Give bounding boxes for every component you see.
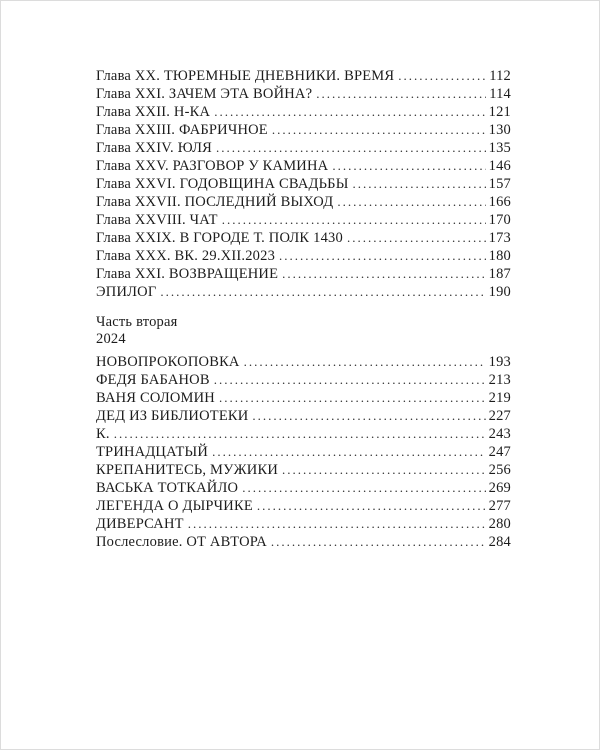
toc-entry-title: ВАНЯ СОЛОМИН bbox=[96, 390, 215, 406]
toc-entry bbox=[96, 497, 511, 515]
toc-entry bbox=[96, 193, 511, 211]
toc-entry-title: ДЕД ИЗ БИБЛИОТЕКИ bbox=[96, 408, 249, 424]
toc-entry bbox=[96, 85, 511, 103]
toc-entry-page: 213 bbox=[488, 372, 511, 388]
toc-entry-page: 190 bbox=[488, 284, 511, 300]
toc-entry bbox=[96, 103, 511, 121]
dot-leader bbox=[337, 193, 485, 211]
dot-leader bbox=[347, 229, 486, 247]
toc-entry-title: КРЕПАНИТЕСЬ, МУЖИКИ bbox=[96, 462, 279, 478]
dot-leader bbox=[272, 121, 486, 139]
toc-entry bbox=[96, 515, 511, 533]
dot-leader bbox=[114, 425, 486, 443]
toc-entry-page: 247 bbox=[488, 444, 511, 460]
toc-entry bbox=[96, 247, 511, 265]
toc-entry-page: 170 bbox=[488, 212, 511, 228]
toc-entry-page: 193 bbox=[488, 354, 511, 370]
dot-leader bbox=[316, 85, 486, 103]
toc-entry-page: 227 bbox=[488, 408, 511, 424]
toc-entry-title: К. bbox=[96, 426, 110, 442]
toc-section-part1 bbox=[96, 67, 511, 301]
toc-entry-title: Глава XXII. Н-КА bbox=[96, 104, 211, 120]
toc-entry-page: 173 bbox=[488, 230, 511, 246]
toc-entry bbox=[96, 425, 511, 443]
toc-entry-title: ЭПИЛОГ bbox=[96, 284, 157, 300]
dot-leader bbox=[219, 389, 486, 407]
toc-entry-page: 277 bbox=[488, 498, 511, 514]
dot-leader bbox=[257, 497, 486, 515]
toc-entry bbox=[96, 121, 511, 139]
dot-leader bbox=[279, 247, 486, 265]
toc-entry-title: Глава XXIII. ФАБРИЧНОЕ bbox=[96, 122, 268, 138]
dot-leader bbox=[212, 443, 486, 461]
dot-leader bbox=[214, 371, 486, 389]
dot-leader bbox=[332, 157, 485, 175]
toc-entry-title: Глава XX. ТЮРЕМНЫЕ ДНЕВНИКИ. ВРЕМЯ bbox=[96, 68, 395, 84]
dot-leader bbox=[216, 139, 486, 157]
toc-entry bbox=[96, 211, 511, 229]
dot-leader bbox=[398, 67, 486, 85]
toc-entry-page: 114 bbox=[489, 86, 511, 102]
toc-entry bbox=[96, 389, 511, 407]
dot-leader bbox=[244, 353, 486, 371]
toc-entry-title: Послесловие. ОТ АВТОРА bbox=[96, 534, 267, 550]
toc-entry-page: 256 bbox=[488, 462, 511, 478]
dot-leader bbox=[353, 175, 486, 193]
toc-entry-page: 166 bbox=[488, 194, 511, 210]
toc-entry-title: Глава XXX. ВК. 29.XII.2023 bbox=[96, 248, 276, 264]
dot-leader bbox=[282, 461, 486, 479]
toc-entry bbox=[96, 283, 511, 301]
toc-entry-title: ВАСЬКА ТОТКАЙЛО bbox=[96, 480, 239, 496]
toc-entry-page: 135 bbox=[488, 140, 511, 156]
toc-entry bbox=[96, 229, 511, 247]
toc-entry bbox=[96, 407, 511, 425]
toc-entry-page: 219 bbox=[488, 390, 511, 406]
dot-leader bbox=[160, 283, 485, 301]
toc-entry bbox=[96, 175, 511, 193]
part-heading bbox=[96, 314, 511, 348]
toc-entry-page: 243 bbox=[488, 426, 511, 442]
toc-entry-page: 146 bbox=[488, 158, 511, 174]
toc-entry-page: 280 bbox=[488, 516, 511, 532]
toc-entry-title: Глава XXVI. ГОДОВЩИНА СВАДЬБЫ bbox=[96, 176, 349, 192]
dot-leader bbox=[214, 103, 485, 121]
toc-entry bbox=[96, 67, 511, 85]
toc-entry-title: ТРИНАДЦАТЫЙ bbox=[96, 444, 209, 460]
toc-entry bbox=[96, 265, 511, 283]
toc-entry-title: Глава XXVII. ПОСЛЕДНИЙ ВЫХОД bbox=[96, 194, 334, 210]
toc-entry-title: Глава XXIX. В ГОРОДЕ Т. ПОЛК 1430 bbox=[96, 230, 343, 246]
toc-entry bbox=[96, 533, 511, 551]
toc-entry-title: Глава XXVIII. ЧАТ bbox=[96, 212, 218, 228]
toc-entry-title: Глава XXV. РАЗГОВОР У КАМИНА bbox=[96, 158, 329, 174]
toc-entry-page: 157 bbox=[488, 176, 511, 192]
dot-leader bbox=[252, 407, 485, 425]
toc-entry-title: Глава XXIV. ЮЛЯ bbox=[96, 140, 212, 156]
toc-entry-page: 112 bbox=[489, 68, 511, 84]
toc-entry-title: ДИВЕРСАНТ bbox=[96, 516, 184, 532]
toc-entry-title: Глава XXI. ЗАЧЕМ ЭТА ВОЙНА? bbox=[96, 86, 313, 102]
toc-entry bbox=[96, 461, 511, 479]
dot-leader bbox=[222, 211, 486, 229]
part-year: 2024 bbox=[96, 331, 126, 347]
toc-entry-title: ЛЕГЕНДА О ДЫРЧИКЕ bbox=[96, 498, 253, 514]
toc-entry-page: 121 bbox=[488, 104, 511, 120]
toc-entry bbox=[96, 157, 511, 175]
dot-leader bbox=[188, 515, 486, 533]
toc-entry bbox=[96, 371, 511, 389]
toc-entry bbox=[96, 479, 511, 497]
table-of-contents bbox=[96, 67, 511, 551]
toc-entry-title: Глава XXI. ВОЗВРАЩЕНИЕ bbox=[96, 266, 279, 282]
toc-entry bbox=[96, 443, 511, 461]
toc-entry-title: НОВОПРОКОПОВКА bbox=[96, 354, 240, 370]
toc-entry-title: ФЕДЯ БАБАНОВ bbox=[96, 372, 210, 388]
toc-entry-page: 269 bbox=[488, 480, 511, 496]
toc-section-part2 bbox=[96, 353, 511, 551]
toc-entry-page: 284 bbox=[488, 534, 511, 550]
dot-leader bbox=[242, 479, 485, 497]
dot-leader bbox=[282, 265, 485, 283]
part-title: Часть вторая bbox=[96, 314, 178, 330]
dot-leader bbox=[271, 533, 486, 551]
toc-entry-page: 180 bbox=[488, 248, 511, 264]
toc-entry-page: 130 bbox=[488, 122, 511, 138]
toc-entry bbox=[96, 353, 511, 371]
toc-entry bbox=[96, 139, 511, 157]
toc-entry-page: 187 bbox=[488, 266, 511, 282]
